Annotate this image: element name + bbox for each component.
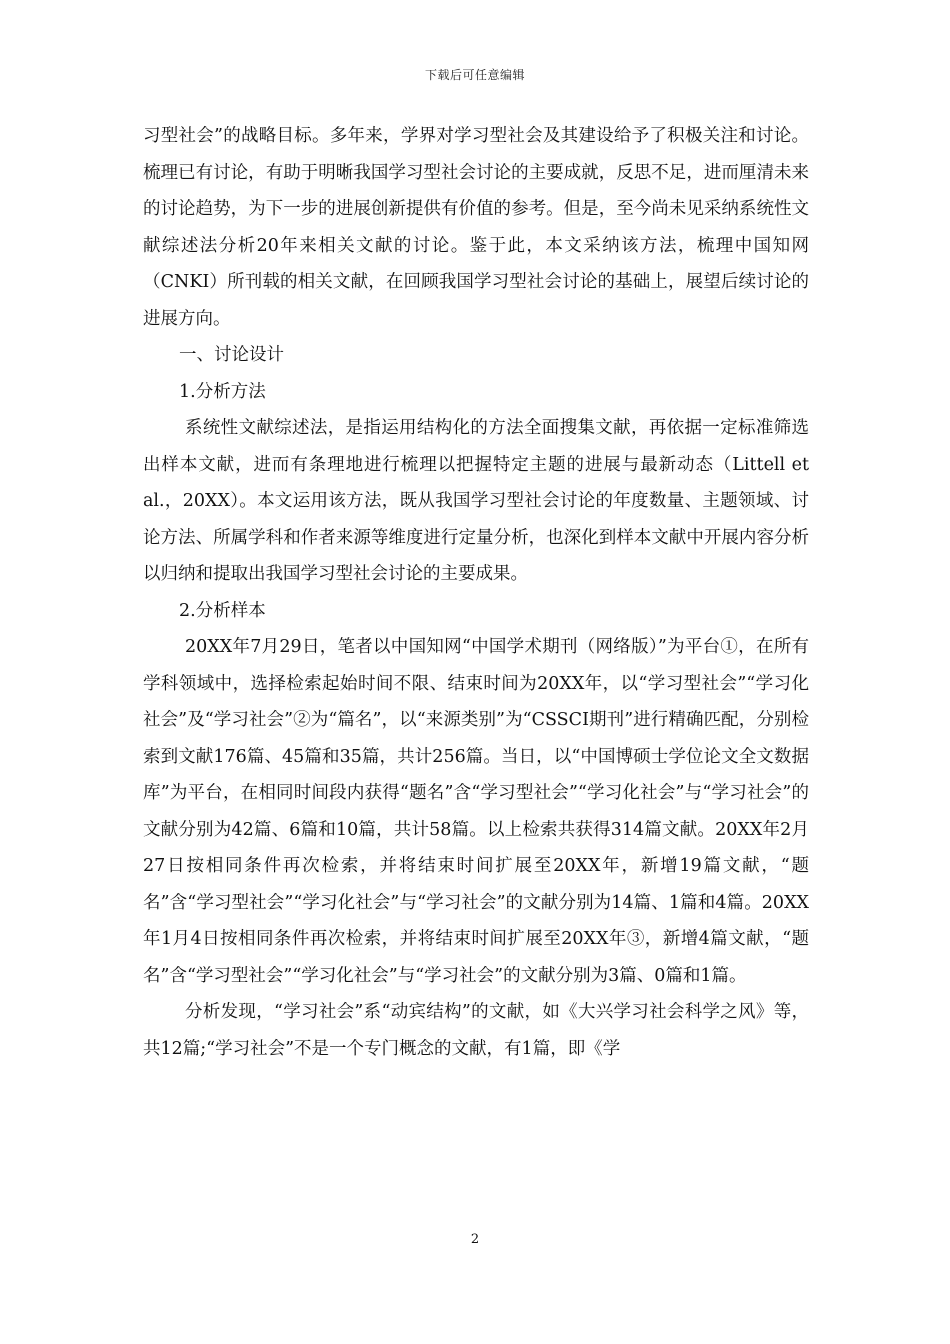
paragraph-analysis: 分析发现，“学习社会”系“动宾结构”的文献，如《大兴学习社会科学之风》等，共12篇;“学习社会”不是一个专门概念的文献，有1篇，即《学 bbox=[143, 1002, 809, 1059]
paragraph-method: 系统性文献综述法，是指运用结构化的方法全面搜集文献，再依据一定标准筛选出样本文献，进而有条理地进行梳理以把握特定主题的进展与最新动态（Littell et al.，20XX）。本文运用该方法，既从我国学习型社会讨论的年度数量、主题领域、讨论方法、所属学科和作者来源等维度进行定量分析，也深化到样本文献中开展内容分析以归纳和提取出我国学习型社会讨论的主要成果。 bbox=[143, 418, 809, 584]
document-body bbox=[143, 118, 809, 1067]
section-heading: 一、讨论设计 bbox=[179, 345, 284, 365]
page-header: 下载后可任意编辑 bbox=[424, 68, 525, 82]
page-number: 2 bbox=[470, 1232, 480, 1247]
paragraph-sample: 20XX年7月29日，笔者以中国知网“中国学术期刊（网络版）”为平台①，在所有学科领域中，选择检索起始时间不限、结束时间为20XX年，以“学习型社会”“学习化社会”及“学习社会”②为“篇名”，以“来源类别”为“CSSCI期刊”进行精确匹配，分别检索到文献176篇、45篇和35篇，共计256篇。当日，以“中国博硕士学位论文全文数据库”为平台，在相同时间段内获得“题名”含“学习型社会”“学习化社会”与“学习社会”的文献分别为42篇、6篇和10篇，共计58篇。以上检索共获得314篇文献。20XX年2月27日按相同条件再次检索，并将结束时间扩展至20XX年，新增19篇文献，“题名”含“学习型社会”“学习化社会”与“学习社会”的文献分别为14篇、1篇和4篇。20XX年1月4日按相同条件再次检索，并将结束时间扩展至20XX年③，新增4篇文献，“题名”含“学习型社会”“学习化社会”与“学习社会”的文献分别为3篇、0篇和1篇。 bbox=[143, 637, 809, 986]
subheading-analysis-sample: 2.分析样本 bbox=[179, 600, 266, 621]
paragraph-intro-continuation: 习型社会”的战略目标。多年来，学界对学习型社会及其建设给予了积极关注和讨论。梳理已有讨论，有助于明晰我国学习型社会讨论的主要成就，反思不足，进而厘清未来的讨论趋势，为下一步的进展创新提供有价值的参考。但是，至今尚未见采纳系统性文献综述法分析20年来相关文献的讨论。鉴于此，本文采纳该方法，梳理中国知网（CNKI）所刊载的相关文献，在回顾我国学习型社会讨论的基础上，展望后续讨论的进展方向。 bbox=[143, 126, 809, 329]
subheading-analysis-method: 1.分析方法 bbox=[179, 381, 266, 402]
